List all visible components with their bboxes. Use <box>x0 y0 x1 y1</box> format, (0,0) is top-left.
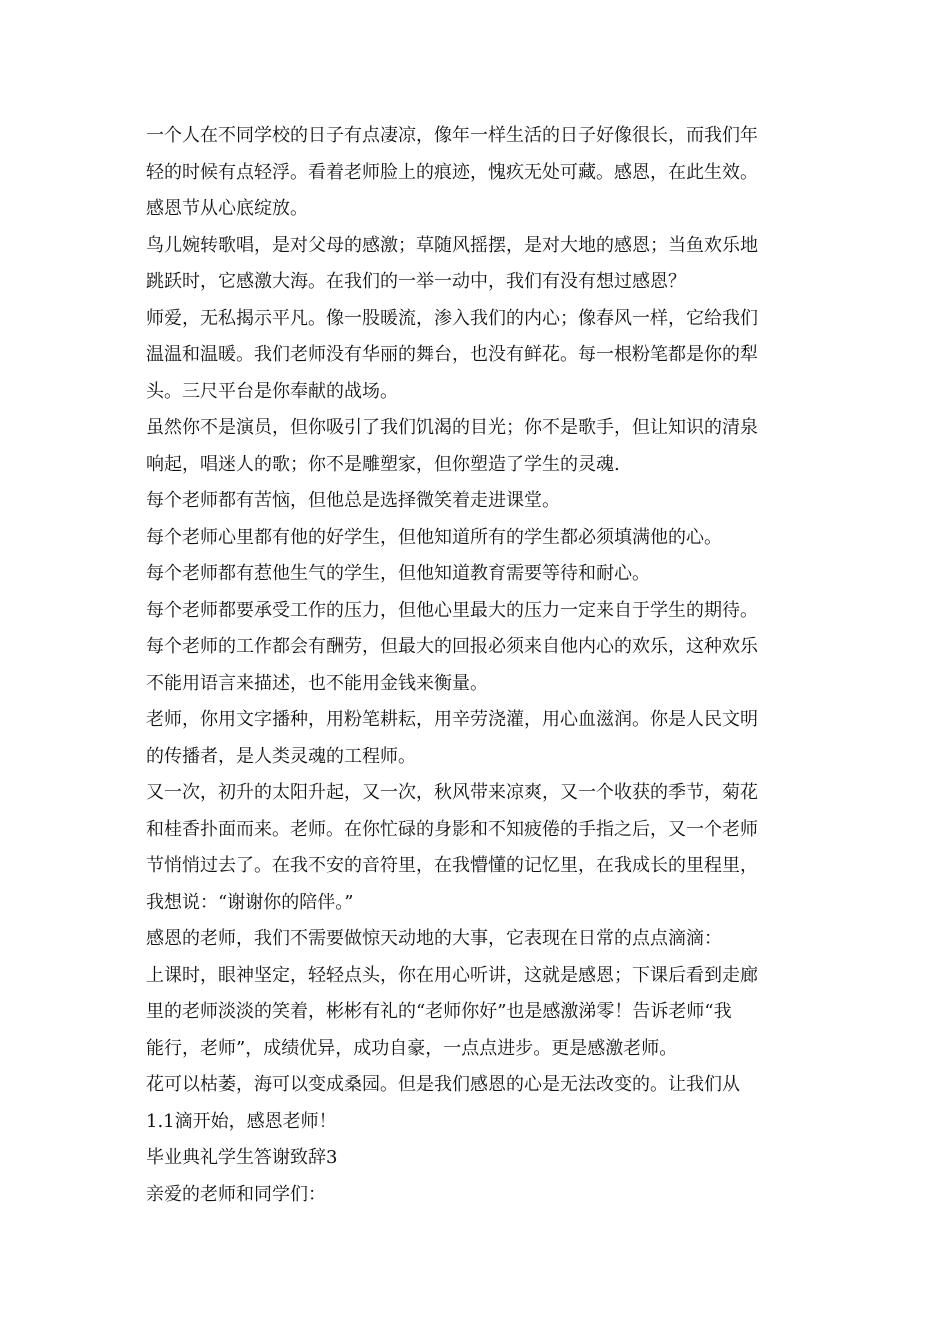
text-line: 里的老师淡淡的笑着，彬彬有礼的“老师你好”也是感激涕零！告诉老师“我 <box>146 1001 732 1022</box>
text-line: 跳跃时，它感激大海。在我们的一举一动中，我们有没有想过感恩？ <box>146 271 686 292</box>
document-body <box>146 118 806 1213</box>
text-line: 温温和温暖。我们老师没有华丽的舞台，也没有鲜花。每一根粉笔都是你的犁 <box>146 344 758 365</box>
text-line: 上课时，眼神坚定，轻轻点头，你在用心听讲，这就是感恩；下课后看到走廊 <box>146 964 758 986</box>
text-line: 每个老师都要承受工作的压力，但他心里最大的压力一定来自于学生的期待。 <box>146 599 758 621</box>
text-line: 每个老师都有苦恼，但他总是选择微笑着走进课堂。 <box>146 490 560 511</box>
text-line: 感恩节从心底绽放。 <box>146 198 308 219</box>
text-line: 和桂香扑面而来。老师。在你忙碌的身影和不知疲倦的手指之后，又一个老师 <box>146 818 758 840</box>
text-line: 感恩的老师，我们不需要做惊天动地的大事，它表现在日常的点点滴滴： <box>146 928 722 949</box>
text-line: 老师，你用文字播种，用粉笔耕耘，用辛劳浇灌，用心血滋润。你是人民文明 <box>146 709 758 730</box>
text-line: 虽然你不是演员，但你吸引了我们饥渴的目光；你不是歌手，但让知识的清泉 <box>146 417 758 438</box>
text-line: 头。三尺平台是你奉献的战场。 <box>146 380 398 402</box>
text-line: 我想说：“谢谢你的陪伴。” <box>146 891 354 913</box>
text-line: 每个老师心里都有他的好学生，但他知道所有的学生都必须填满他的心。 <box>146 526 722 548</box>
text-line: 的传播者，是人类灵魂的工程师。 <box>146 745 416 767</box>
salutation: 亲爱的老师和同学们： <box>146 1183 326 1205</box>
text-line: 师爱，无私揭示平凡。像一股暖流，渗入我们的内心；像春风一样，它给我们 <box>146 307 758 329</box>
text-line: 节悄悄过去了。在我不安的音符里，在我懵懂的记忆里，在我成长的里程里， <box>146 855 758 876</box>
text-line: 轻的时候有点轻浮。看着老师脸上的痕迹，愧疚无处可藏。感恩，在此生效。 <box>146 161 758 183</box>
text-line: 每个老师都有惹他生气的学生，但他知道教育需要等待和耐心。 <box>146 563 650 584</box>
text-line: 1.1滴开始，感恩老师！ <box>146 1110 337 1132</box>
text-line: 能行，老师”，成绩优异，成功自豪，一点点进步。更是感激老师。 <box>146 1037 678 1059</box>
section-heading: 毕业典礼学生答谢致辞3 <box>146 1147 338 1168</box>
text-line: 又一次，初升的太阳升起，又一次，秋风带来凉爽，又一个收获的季节，菊花 <box>146 782 758 803</box>
text-line: 一个人在不同学校的日子有点凄凉，像年一样生活的日子好像很长，而我们年 <box>146 125 758 146</box>
text-line: 不能用语言来描述，也不能用金钱来衡量。 <box>146 672 488 694</box>
text-line: 花可以枯萎，海可以变成桑园。但是我们感恩的心是无法改变的。让我们从 <box>146 1074 740 1095</box>
text-line: 每个老师的工作都会有酬劳，但最大的回报必须来自他内心的欢乐，这种欢乐 <box>146 636 758 657</box>
text-line: 鸟儿婉转歌唱，是对父母的感激；草随风摇摆，是对大地的感恩；当鱼欢乐地 <box>146 234 758 256</box>
text-line: 响起，唱迷人的歌；你不是雕塑家，但你塑造了学生的灵魂. <box>146 453 620 475</box>
